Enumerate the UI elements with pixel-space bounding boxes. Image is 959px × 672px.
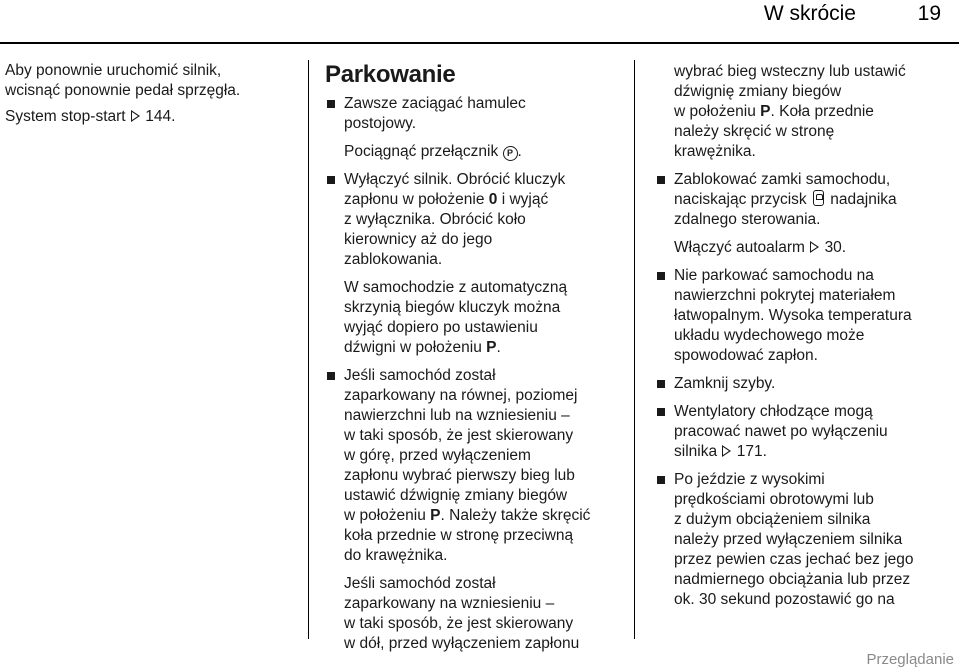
bullet-square-icon [657, 476, 665, 484]
text-line: Aby ponownie uruchomić silnik, [5, 62, 222, 79]
bullet-square-icon [657, 408, 665, 416]
bullet-item: Jeśli samochód został zaparkowany na równej, poziomej nawierzchni lub na wzniesieniu – w taki sposób, że jest skierowany w górę, przed wyłączeniem zapłonu wybrać pierwszy bieg lub ustawić dźwignię zmiany biegów w położeniu P. Należy także skręcić koła przednie w stronę przeciwną do krawężnika. [325, 366, 620, 566]
bullet-square-icon [327, 100, 335, 108]
bullet-item: Zablokować zamki samochodu, naciskając przycisk nadajnika zdalnego sterowania. [655, 170, 955, 230]
cross-reference[interactable]: System stop-start 144. [5, 108, 176, 125]
column-divider-left [308, 60, 309, 639]
reference-arrow-icon [131, 110, 140, 122]
reference-arrow-icon [722, 445, 731, 457]
bullet-square-icon [657, 272, 665, 280]
lock-button-icon [813, 190, 824, 206]
bullet-item: Nie parkować samochodu na nawierzchni pokrytej materiałem łatwopalnym. Wysoka temperatura układu wydechowego może spowodować zapłon. [655, 266, 955, 366]
cross-reference[interactable]: silnika 171. [674, 443, 767, 460]
text-line: wcisnąć ponownie pedał sprzęgła. [5, 82, 241, 99]
sub-paragraph: Pociągnąć przełącznik P . [344, 143, 522, 160]
bullet-item: Wentylatory chłodzące mogą pracować nawet po wyłączeniu silnika 171. [655, 402, 955, 462]
bullet-square-icon [657, 176, 665, 184]
bullet-square-icon [657, 380, 665, 388]
header-divider [0, 42, 959, 44]
continued-paragraph: wybrać bieg wsteczny lub ustawić dźwignię zmiany biegów w położeniu P. Koła przednie należy skręcić w stronę krawężnika. [674, 63, 906, 160]
bullet-item: Zamknij szyby. [655, 374, 955, 394]
footer-label: Przeglądanie [866, 651, 954, 668]
column-1 [5, 61, 295, 127]
bullet-item: Po jeździe z wysokimi prędkościami obrotowymi lub z dużym obciążeniem silnika należy przed wyłączeniem silnika przez pewien czas jechać bez jego nadmiernego obciążania lub przez ok. 30 sekund pozostawić go na [655, 470, 955, 610]
bullet-item: Zawsze zaciągać hamulec postojowy. [325, 94, 620, 134]
bullet-item: Wyłączyć silnik. Obrócić kluczyk zapłonu w położenie 0 i wyjąć z wyłącznika. Obrócić koło kierownicy aż do jego zablokowania. [325, 170, 620, 270]
column-3 [655, 62, 955, 610]
reference-arrow-icon [810, 241, 819, 253]
cross-reference[interactable]: Włączyć autoalarm 30. [674, 239, 847, 256]
column-divider-right [634, 60, 635, 639]
section-title: Parkowanie [325, 61, 456, 88]
page-header-title: W skrócie [763, 2, 856, 25]
column-2 [325, 62, 620, 654]
bullet-square-icon [327, 176, 335, 184]
parking-brake-icon: P [503, 146, 518, 161]
bullet-square-icon [327, 372, 335, 380]
page-number: 19 [917, 2, 941, 25]
sub-paragraph: Jeśli samochód został zaparkowany na wzniesieniu – w taki sposób, że jest skierowany w dół, przed wyłączeniem zapłonu [344, 575, 580, 652]
sub-paragraph: W samochodzie z automatyczną skrzynią biegów kluczyk można wyjąć dopiero po ustawieniu dźwigni w położeniu P. [344, 279, 568, 356]
